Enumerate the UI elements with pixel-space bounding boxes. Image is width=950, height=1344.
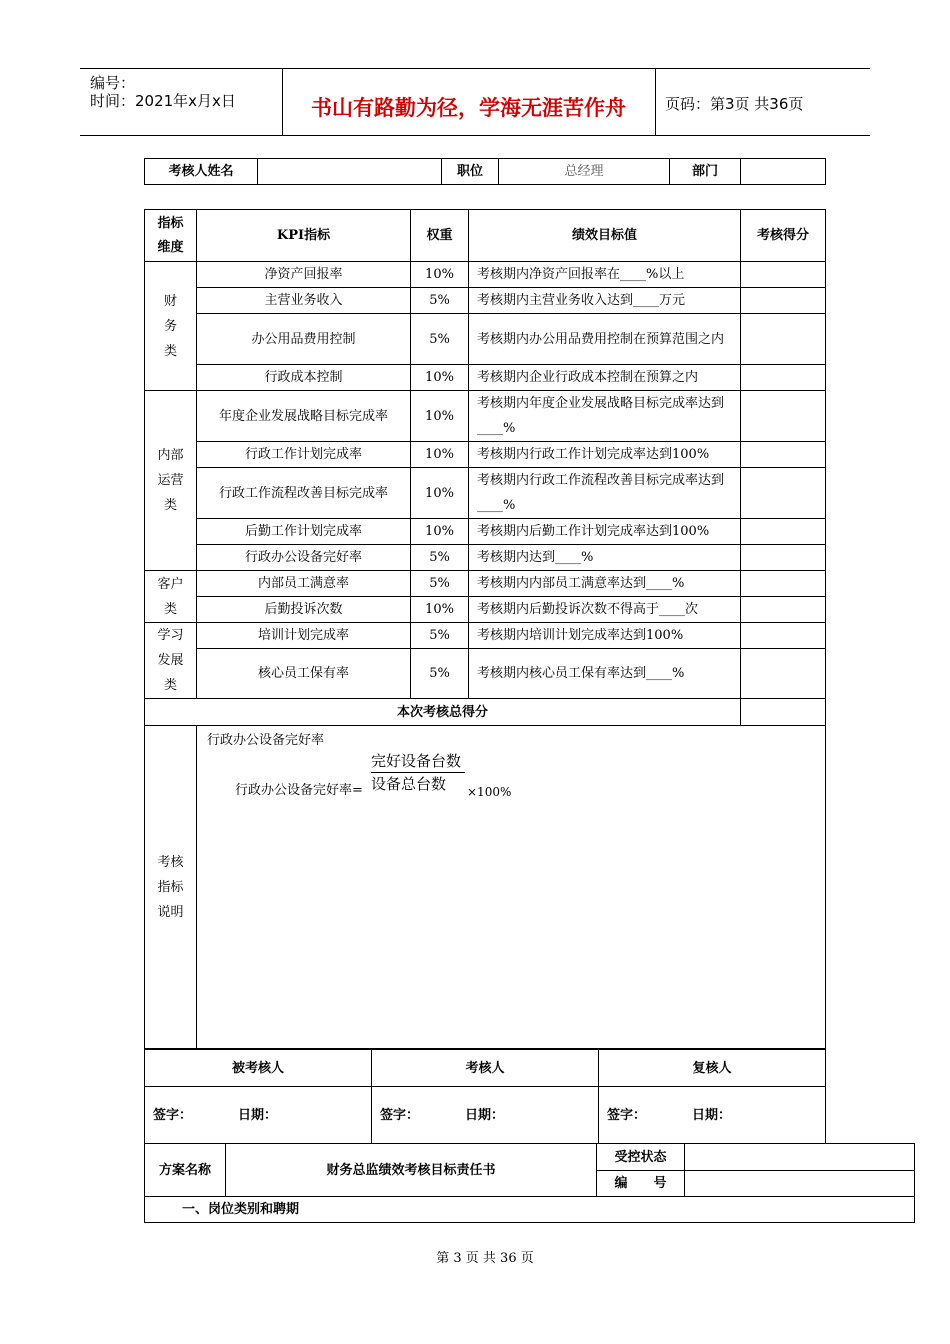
kpi-name: 后勤工作计划完成率	[197, 519, 411, 545]
kpi-target: 考核期内行政工作计划完成率达到100%	[469, 442, 741, 468]
number-label: 编 号	[597, 1171, 685, 1197]
dept-label: 部门	[670, 159, 741, 185]
header-target: 绩效目标值	[469, 210, 741, 262]
kpi-score	[741, 365, 826, 391]
name-value	[258, 159, 442, 185]
kpi-target: 考核期内办公用品费用控制在预算范围之内	[469, 314, 741, 365]
kpi-weight: 5%	[411, 649, 469, 699]
total-score-value	[741, 699, 826, 726]
category-finance: 财务类	[145, 262, 197, 391]
motto: 书山有路勤为径，学海无涯苦作舟	[311, 96, 626, 120]
formula-numerator: 完好设备台数	[371, 750, 465, 773]
category-learning: 学习发展类	[145, 623, 197, 699]
kpi-target: 考核期内核心员工保有率达到____%	[469, 649, 741, 699]
kpi-target: 考核期内年度企业发展战略目标完成率达到____%	[469, 391, 741, 442]
explain-content	[197, 726, 826, 1049]
kpi-name: 行政工作计划完成率	[197, 442, 411, 468]
header-top-rule	[80, 68, 870, 69]
date-label: 日期：	[692, 1107, 732, 1123]
kpi-name: 培训计划完成率	[197, 623, 411, 649]
category-operations: 内部运营类	[145, 391, 197, 571]
kpi-score	[741, 571, 826, 597]
header-bottom-rule	[80, 135, 870, 136]
kpi-name: 后勤投诉次数	[197, 597, 411, 623]
kpi-score	[741, 442, 826, 468]
scheme-name-value: 财务总监绩效考核目标责任书	[226, 1144, 597, 1197]
kpi-weight: 10%	[411, 262, 469, 288]
formula-denominator: 设备总台数	[371, 775, 447, 793]
kpi-weight: 10%	[411, 519, 469, 545]
date-label: 日期：	[465, 1107, 505, 1123]
assessee-sign	[145, 1087, 372, 1144]
kpi-name: 行政成本控制	[197, 365, 411, 391]
kpi-score	[741, 597, 826, 623]
number-value	[685, 1171, 915, 1197]
sign-label: 签字：	[380, 1107, 420, 1123]
status-value	[685, 1144, 915, 1171]
kpi-weight: 5%	[411, 545, 469, 571]
sign-label: 签字：	[153, 1107, 193, 1123]
kpi-score	[741, 262, 826, 288]
category-customer: 客户类	[145, 571, 197, 623]
kpi-target: 考核期内后勤工作计划完成率达到100%	[469, 519, 741, 545]
kpi-target: 考核期内培训计划完成率达到100%	[469, 623, 741, 649]
kpi-target: 考核期内内部员工满意率达到____%	[469, 571, 741, 597]
kpi-score	[741, 623, 826, 649]
total-score-label: 本次考核总得分	[145, 699, 741, 726]
explain-title: 行政办公设备完好率	[207, 733, 325, 748]
kpi-name: 办公用品费用控制	[197, 314, 411, 365]
kpi-weight: 5%	[411, 571, 469, 597]
kpi-target: 考核期内达到____%	[469, 545, 741, 571]
dept-value	[741, 159, 826, 185]
kpi-weight: 5%	[411, 288, 469, 314]
header-weight: 权重	[411, 210, 469, 262]
position-label: 职位	[442, 159, 499, 185]
sign-table	[144, 1049, 826, 1144]
page-footer: 第 3 页 共 36 页	[436, 1251, 534, 1266]
kpi-name: 主营业务收入	[197, 288, 411, 314]
kpi-name: 净资产回报率	[197, 262, 411, 288]
kpi-weight: 10%	[411, 597, 469, 623]
kpi-score	[741, 468, 826, 519]
info-table	[144, 158, 826, 185]
kpi-weight: 10%	[411, 365, 469, 391]
kpi-score	[741, 519, 826, 545]
kpi-target: 考核期内行政工作流程改善目标完成率达到____%	[469, 468, 741, 519]
kpi-name: 年度企业发展战略目标完成率	[197, 391, 411, 442]
kpi-name: 行政办公设备完好率	[197, 545, 411, 571]
kpi-target: 考核期内后勤投诉次数不得高于____次	[469, 597, 741, 623]
status-label: 受控状态	[597, 1144, 685, 1171]
sign-label: 签字：	[607, 1107, 647, 1123]
kpi-weight: 5%	[411, 314, 469, 365]
name-label: 考核人姓名	[145, 159, 258, 185]
reviewer-sign	[599, 1087, 826, 1144]
kpi-weight: 10%	[411, 442, 469, 468]
kpi-name: 行政工作流程改善目标完成率	[197, 468, 411, 519]
kpi-weight: 5%	[411, 623, 469, 649]
kpi-table	[144, 209, 826, 1049]
section-heading: 一、岗位类别和聘期	[145, 1197, 915, 1223]
scheme-table	[144, 1143, 915, 1223]
page-info: 页码：第3页 共36页	[665, 95, 804, 113]
header-dimension: 指标维度	[145, 210, 197, 262]
header-kpi: KPI指标	[197, 210, 411, 262]
kpi-weight: 10%	[411, 391, 469, 442]
time-label: 时间：2021年x月x日	[90, 92, 236, 110]
kpi-target: 考核期内净资产回报率在____%以上	[469, 262, 741, 288]
header-divider	[655, 68, 656, 136]
code-label: 编号：	[90, 74, 136, 92]
date-label: 日期：	[238, 1107, 278, 1123]
kpi-target: 考核期内主营业务收入达到____万元	[469, 288, 741, 314]
kpi-score	[741, 545, 826, 571]
formula-lhs: 行政办公设备完好率=	[235, 783, 363, 798]
kpi-score	[741, 314, 826, 365]
assessor-label: 考核人	[372, 1050, 599, 1087]
kpi-name: 内部员工满意率	[197, 571, 411, 597]
kpi-score	[741, 649, 826, 699]
position-value: 总经理	[499, 159, 670, 185]
kpi-name: 核心员工保有率	[197, 649, 411, 699]
assessee-label: 被考核人	[145, 1050, 372, 1087]
assessor-sign	[372, 1087, 599, 1144]
formula-factor: ×100%	[467, 785, 512, 799]
explain-label: 考核指标说明	[145, 726, 197, 1049]
header-score: 考核得分	[741, 210, 826, 262]
kpi-weight: 10%	[411, 468, 469, 519]
reviewer-label: 复核人	[599, 1050, 826, 1087]
kpi-score	[741, 288, 826, 314]
kpi-score	[741, 391, 826, 442]
kpi-target: 考核期内企业行政成本控制在预算之内	[469, 365, 741, 391]
scheme-name-label: 方案名称	[145, 1144, 226, 1197]
